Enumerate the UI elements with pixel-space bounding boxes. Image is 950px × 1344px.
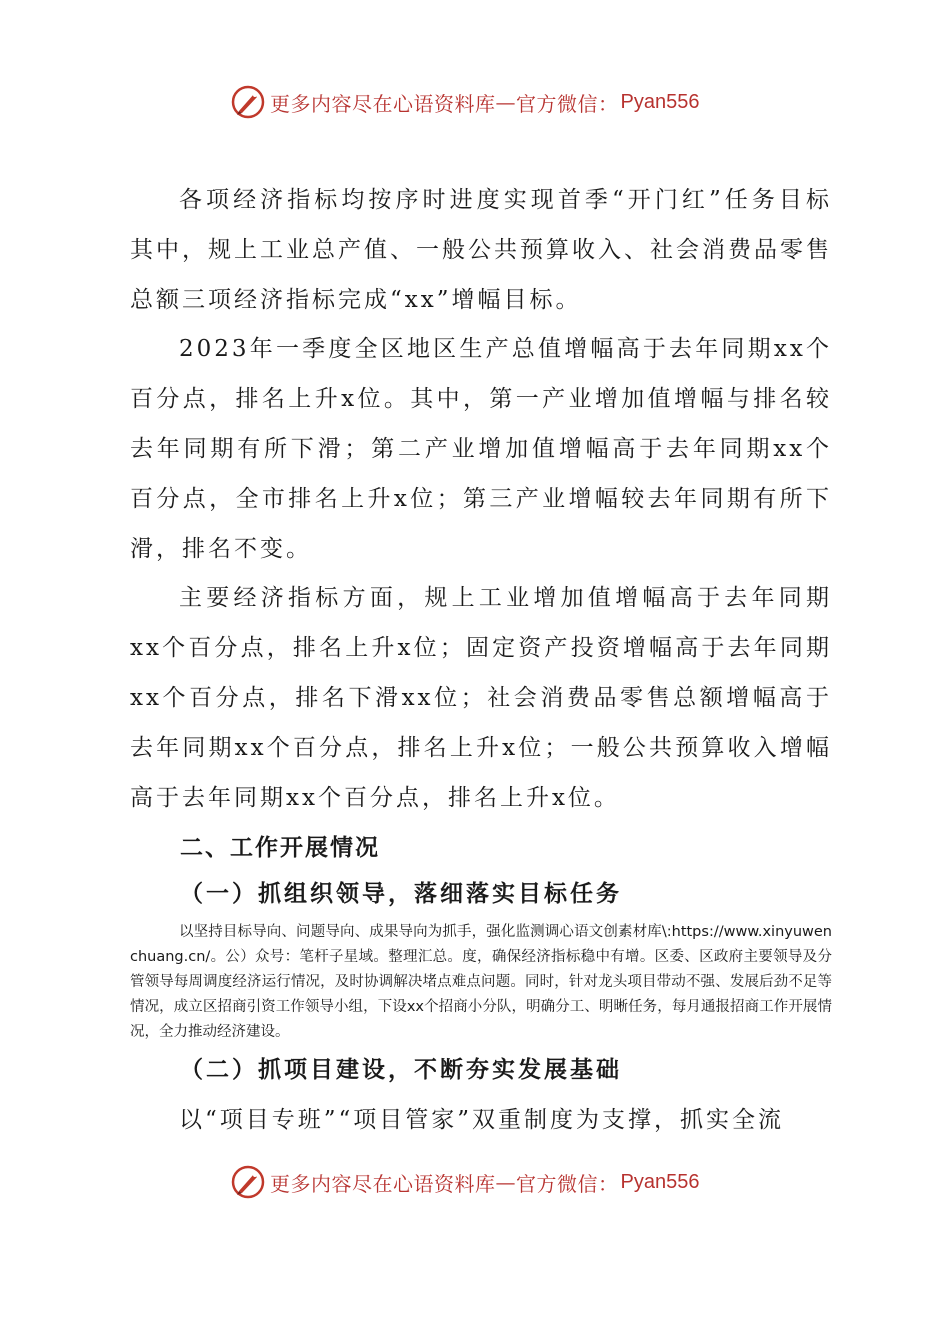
banner-dash: —	[495, 90, 516, 114]
paragraph-3: 主要经济指标方面，规上工业增加值增幅高于去年同期xx个百分点，排名上升x位；固定资产投资增幅高于去年同期xx个百分点，排名下滑xx位；社会消费品零售总额增幅高于去年同期xx个百分点，排名上升x位；一般公共预算收入增幅高于去年同期xx个百分点，排名上升x位。	[130, 585, 832, 811]
header-banner	[230, 82, 699, 122]
footer-dash: —	[495, 1170, 516, 1194]
banner-wechat-label: 官方微信：	[516, 91, 619, 116]
pen-logo-icon	[230, 84, 266, 120]
subsection-heading-1: （一）抓组织领导，落细落实目标任务	[180, 880, 622, 907]
subsection-1-body: 以坚持目标导向、问题导向、成果导向为抓手，强化监测调心语文创素材库\:https://www.xinyuwenchuang.cn/。公）众号：笔杆子星域。整理汇总。度，确保经济指标稳中有增。区委、区政府主要领导及分管领导每周调度经济运行情况，及时协调解决堵点难点问题。同时，针对龙头项目带动不强、发展后劲不足等情况，成立区招商引资工作领导小组，下设xx个招商小分队，明确分工、明晰任务，每月通报招商工作开展情况，全力推动经济建设。	[130, 924, 832, 1040]
footer-wechat-label: 官方微信：	[516, 1171, 619, 1196]
paragraph-2: 2023年一季度全区地区生产总值增幅高于去年同期xx个百分点，排名上升x位。其中，第一产业增加值增幅与排名较去年同期有所下滑；第二产业增加值增幅高于去年同期xx个百分点，全市排名上升x位；第三产业增幅较去年同期有所下滑，排名不变。	[130, 336, 832, 562]
subsection-2-body: 以“项目专班”“项目管家”双重制度为支撑，抓实全流	[179, 1107, 785, 1133]
footer-wechat-id: Pyan556	[620, 1170, 700, 1193]
paragraph-1: 各项经济指标均按序时进度实现首季“开门红”任务目标其中，规上工业总产值、一般公共预算收入、社会消费品零售总额三项经济指标完成“xx”增幅目标。	[130, 187, 832, 313]
footer-banner	[230, 1162, 699, 1202]
footer-main-text: 更多内容尽在心语资料库	[270, 1171, 496, 1196]
document-body	[130, 176, 832, 823]
section-heading: 二、工作开展情况	[180, 835, 380, 861]
subsection-heading-2: （二）抓项目建设，不断夯实发展基础	[180, 1056, 622, 1083]
banner-wechat-id: Pyan556	[620, 90, 700, 113]
banner-main-text: 更多内容尽在心语资料库	[270, 91, 496, 116]
pen-logo-icon	[230, 1164, 266, 1200]
